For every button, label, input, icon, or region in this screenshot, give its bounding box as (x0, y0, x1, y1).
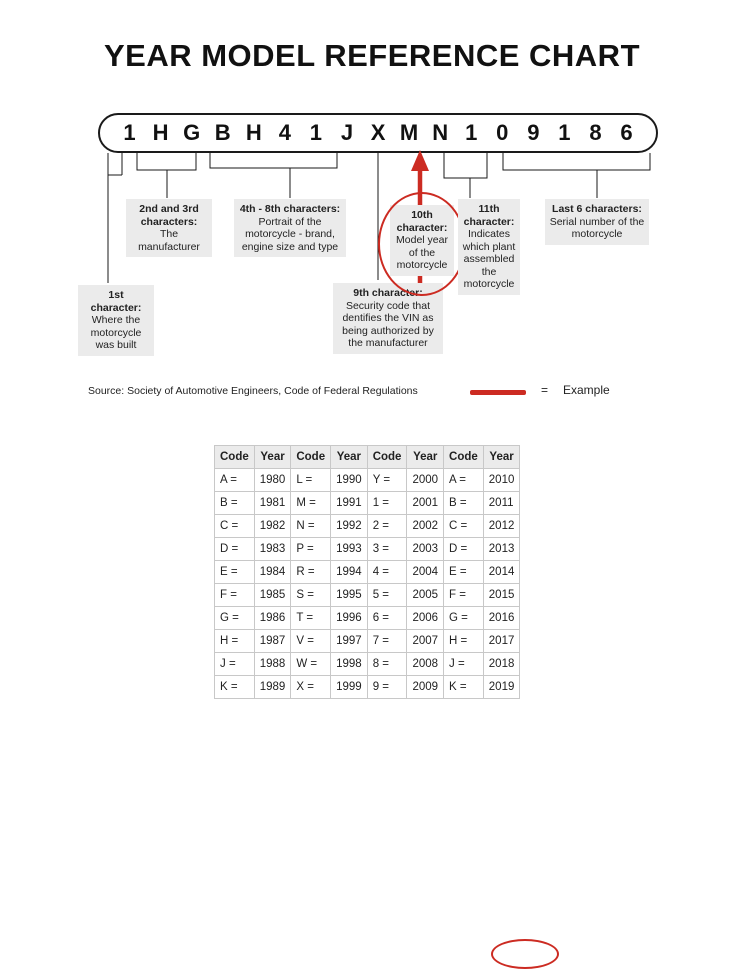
vin-char: G (183, 120, 201, 145)
cell-year: 2019 (483, 676, 520, 699)
cell-code: 6 = (367, 607, 407, 630)
cell-code: X = (291, 676, 331, 699)
legend-red-dash-icon (470, 390, 526, 395)
cell-year: 1993 (331, 538, 368, 561)
callout-body: The manufacturer (138, 228, 200, 253)
cell-year: 1982 (254, 515, 291, 538)
highlight-ellipse-10th-character (378, 192, 466, 296)
cell-code: D = (215, 538, 255, 561)
callout-last-6-characters (545, 199, 649, 245)
column-header: Year (483, 446, 520, 469)
cell-code: S = (291, 584, 331, 607)
table-row (215, 607, 520, 630)
cell-year: 2003 (407, 538, 444, 561)
cell-year: 2005 (407, 584, 444, 607)
cell-year: 2002 (407, 515, 444, 538)
cell-year: 2014 (483, 561, 520, 584)
cell-year: 1996 (331, 607, 368, 630)
cell-year: 2007 (407, 630, 444, 653)
column-header: Year (407, 446, 444, 469)
cell-code: F = (444, 584, 484, 607)
table-row (215, 469, 520, 492)
cell-code: 5 = (367, 584, 407, 607)
table-row (215, 630, 520, 653)
cell-year: 2008 (407, 653, 444, 676)
vin-char: 4 (278, 120, 291, 145)
cell-year: 1987 (254, 630, 291, 653)
cell-year: 2009 (407, 676, 444, 699)
highlight-ellipse-model-year-code (491, 939, 559, 969)
cell-code: P = (291, 538, 331, 561)
callout-4th-8th-characters (234, 199, 346, 257)
cell-year: 2015 (483, 584, 520, 607)
column-header: Year (331, 446, 368, 469)
vin-char: 1 (309, 120, 323, 145)
page-title: YEAR MODEL REFERENCE CHART (103, 38, 641, 73)
callout-body: Portrait of the motorcycle - brand, engine size and type (241, 215, 339, 253)
cell-year: 2017 (483, 630, 520, 653)
vin-char: 6 (620, 120, 633, 145)
code-year-table (214, 445, 520, 699)
cell-code: J = (444, 653, 484, 676)
vin-char: 1 (465, 120, 478, 145)
cell-year: 1980 (254, 469, 291, 492)
legend-label: Example (563, 383, 610, 397)
cell-year: 2013 (483, 538, 520, 561)
table-row (215, 561, 520, 584)
cell-code: E = (215, 561, 255, 584)
cell-code: 9 = (367, 676, 407, 699)
cell-code: B = (215, 492, 255, 515)
cell-code: T = (291, 607, 331, 630)
cell-year: 1999 (331, 676, 368, 699)
cell-year: 2016 (483, 607, 520, 630)
vin-bar-outline (98, 113, 658, 153)
cell-code: W = (291, 653, 331, 676)
cell-year: 2000 (407, 469, 444, 492)
vin-char: 8 (589, 120, 602, 145)
cell-year: 1983 (254, 538, 291, 561)
table-header-row (215, 446, 520, 469)
cell-year: 2006 (407, 607, 444, 630)
vin-char: 9 (527, 120, 540, 145)
column-header: Code (215, 446, 255, 469)
cell-code: D = (444, 538, 484, 561)
cell-year: 1989 (254, 676, 291, 699)
table-row (215, 538, 520, 561)
column-header: Code (291, 446, 331, 469)
vin-char-highlighted: M (399, 120, 419, 145)
callout-body: Serial number of the motorcycle (549, 215, 645, 240)
callout-1st-character (78, 285, 154, 356)
cell-year: 1995 (331, 584, 368, 607)
callout-body: Where the motorcycle was built (90, 314, 142, 351)
cell-year: 1998 (331, 653, 368, 676)
cell-code: H = (444, 630, 484, 653)
cell-year-highlighted: 1991 (331, 492, 368, 515)
cell-code: F = (215, 584, 255, 607)
vin-char: 1 (123, 120, 136, 145)
vin-char: H (152, 120, 169, 145)
vin-char: 0 (496, 120, 509, 145)
cell-code: B = (444, 492, 484, 515)
callout-body: Indicates which plant assembled the motorcycle (462, 228, 516, 290)
callout-heading: 9th character: (353, 287, 423, 299)
cell-code: C = (444, 515, 484, 538)
cell-code: 3 = (367, 538, 407, 561)
cell-code: L = (291, 469, 331, 492)
vin-char: H (245, 120, 262, 145)
cell-code: 2 = (367, 515, 407, 538)
cell-code-highlighted: M = (291, 492, 331, 515)
callout-heading: Last 6 characters: (552, 203, 642, 215)
cell-year: 2004 (407, 561, 444, 584)
cell-year: 2012 (483, 515, 520, 538)
cell-year: 1990 (331, 469, 368, 492)
table-row (215, 492, 520, 515)
cell-code: K = (444, 676, 484, 699)
cell-year: 2011 (483, 492, 520, 515)
table-row (215, 676, 520, 699)
cell-code: Y = (367, 469, 407, 492)
cell-code: 8 = (367, 653, 407, 676)
cell-year: 2018 (483, 653, 520, 676)
cell-year: 2010 (483, 469, 520, 492)
cell-year: 1985 (254, 584, 291, 607)
cell-code: 4 = (367, 561, 407, 584)
cell-code: V = (291, 630, 331, 653)
vin-char: B (214, 120, 231, 145)
callout-body: Security code that dentifies the VIN as being authorized by the manufacturer (342, 299, 434, 349)
cell-code: R = (291, 561, 331, 584)
cell-code: E = (444, 561, 484, 584)
legend-equals-sign: = (541, 383, 549, 397)
cell-code: G = (215, 607, 255, 630)
vin-char: N (432, 120, 449, 145)
callout-11th-character (458, 199, 520, 295)
callout-heading: 10th character: (396, 209, 448, 234)
callout-heading: 4th - 8th characters: (239, 203, 341, 215)
cell-code: N = (291, 515, 331, 538)
vin-char: X (370, 120, 386, 145)
cell-year: 1988 (254, 653, 291, 676)
cell-year: 1997 (331, 630, 368, 653)
vin-char: J (340, 120, 354, 145)
column-header: Code (444, 446, 484, 469)
column-header: Year (254, 446, 291, 469)
callout-heading: 1st character: (90, 289, 142, 314)
cell-code: H = (215, 630, 255, 653)
table-row (215, 515, 520, 538)
callout-2nd-3rd-characters (126, 199, 212, 257)
cell-code: G = (444, 607, 484, 630)
cell-year: 1992 (331, 515, 368, 538)
cell-code: K = (215, 676, 255, 699)
cell-code: A = (444, 469, 484, 492)
source-note: Source: Society of Automotive Engineers, Code of Federal Regulations (88, 385, 418, 397)
callout-heading: 11th character: (463, 203, 515, 228)
cell-code: 7 = (367, 630, 407, 653)
column-header: Code (367, 446, 407, 469)
cell-code: 1 = (367, 492, 407, 515)
callout-heading: 2nd and 3rd characters: (139, 203, 199, 228)
cell-year: 2001 (407, 492, 444, 515)
vin-number-bar (98, 113, 658, 153)
code-year-table-wrap (214, 445, 520, 699)
vin-char: 1 (558, 120, 571, 145)
cell-year: 1986 (254, 607, 291, 630)
cell-code: A = (215, 469, 255, 492)
table-row (215, 584, 520, 607)
table-row (215, 653, 520, 676)
cell-code: J = (215, 653, 255, 676)
cell-year: 1981 (254, 492, 291, 515)
cell-code: C = (215, 515, 255, 538)
cell-year: 1994 (331, 561, 368, 584)
callout-body: Model year of the motorcycle (396, 234, 448, 271)
cell-year: 1984 (254, 561, 291, 584)
